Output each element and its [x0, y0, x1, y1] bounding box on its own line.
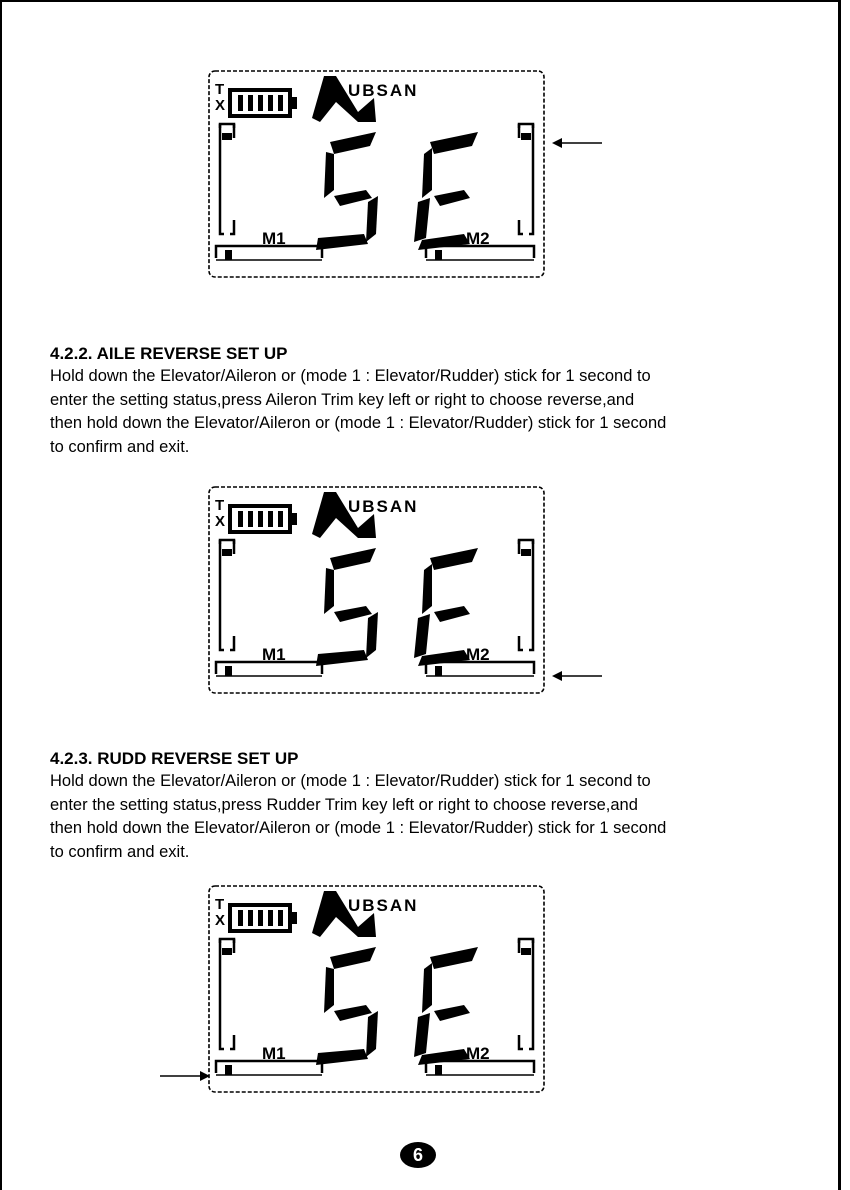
lcd-display-3 — [208, 885, 548, 1095]
segment-digit-s — [316, 548, 378, 666]
segment-digit-s — [316, 132, 378, 250]
left-trim-bar — [220, 124, 234, 234]
page-border-top — [0, 0, 841, 2]
left-trim-bar — [220, 540, 234, 650]
lcd-brand: UBSAN — [348, 497, 419, 516]
right-trim-bar — [519, 540, 533, 650]
section-title: 4.2.2. AILE REVERSE SET UP — [50, 344, 288, 363]
lcd-display-2 — [208, 486, 548, 696]
section-line: then hold down the Elevator/Aileron or (mode 1 : Elevator/Rudder) stick for 1 second — [50, 414, 667, 432]
section-line: to confirm and exit. — [50, 842, 190, 861]
bottom-right-trim-bar — [426, 1061, 534, 1075]
bottom-left-trim-bar — [216, 246, 322, 260]
lcd-brand: UBSAN — [348, 81, 419, 100]
lcd-model-right: M2 — [466, 1044, 490, 1063]
right-trim-bar — [519, 124, 533, 234]
segment-digit-s — [316, 947, 378, 1065]
page-number: 6 — [400, 1142, 436, 1168]
bottom-right-trim-bar — [426, 246, 534, 260]
section-line: to confirm and exit. — [50, 437, 190, 456]
lcd-model-right: M2 — [466, 645, 490, 664]
battery-icon — [230, 506, 297, 532]
lcd-model-left: M1 — [262, 1044, 286, 1063]
arrow-bottom-right-trim — [552, 670, 604, 682]
lcd-tx-x: X — [215, 513, 226, 530]
arrow-right-trim — [552, 137, 604, 149]
lcd-tx-t: T — [215, 896, 225, 913]
lcd-tx-t: T — [215, 497, 225, 514]
section-rudd-reverse — [50, 748, 820, 864]
bottom-left-trim-bar — [216, 662, 322, 676]
lcd-tx-x: X — [215, 912, 226, 929]
section-line: then hold down the Elevator/Aileron or (mode 1 : Elevator/Rudder) stick for 1 second — [50, 819, 667, 837]
lcd-model-left: M1 — [262, 645, 286, 664]
bottom-right-trim-bar — [426, 662, 534, 676]
section-line: enter the setting status,press Rudder Trim key left or right to choose reverse,and — [50, 795, 638, 814]
lcd-model-right: M2 — [466, 229, 490, 248]
section-title: 4.2.3. RUDD REVERSE SET UP — [50, 749, 299, 768]
lcd-model-left: M1 — [262, 229, 286, 248]
right-trim-bar — [519, 939, 533, 1049]
battery-icon — [230, 905, 297, 931]
lcd-brand: UBSAN — [348, 896, 419, 915]
lcd-graphic — [208, 70, 548, 280]
lcd-graphic — [208, 885, 548, 1095]
lcd-graphic — [208, 486, 548, 696]
page-border-left — [0, 0, 2, 1190]
section-line: Hold down the Elevator/Aileron or (mode 1 : Elevator/Rudder) stick for 1 second to — [50, 367, 651, 385]
lcd-tx-t: T — [215, 81, 225, 98]
lcd-tx-x: X — [215, 97, 226, 114]
battery-icon — [230, 90, 297, 116]
bottom-left-trim-bar — [216, 1061, 322, 1075]
page-border-right — [838, 0, 841, 1190]
lcd-display-1 — [208, 70, 548, 280]
section-aile-reverse — [50, 343, 820, 459]
arrow-bottom-left-trim — [160, 1070, 210, 1082]
section-line: enter the setting status,press Aileron Trim key left or right to choose reverse,and — [50, 390, 635, 409]
section-line: Hold down the Elevator/Aileron or (mode 1 : Elevator/Rudder) stick for 1 second to — [50, 772, 651, 790]
left-trim-bar — [220, 939, 234, 1049]
